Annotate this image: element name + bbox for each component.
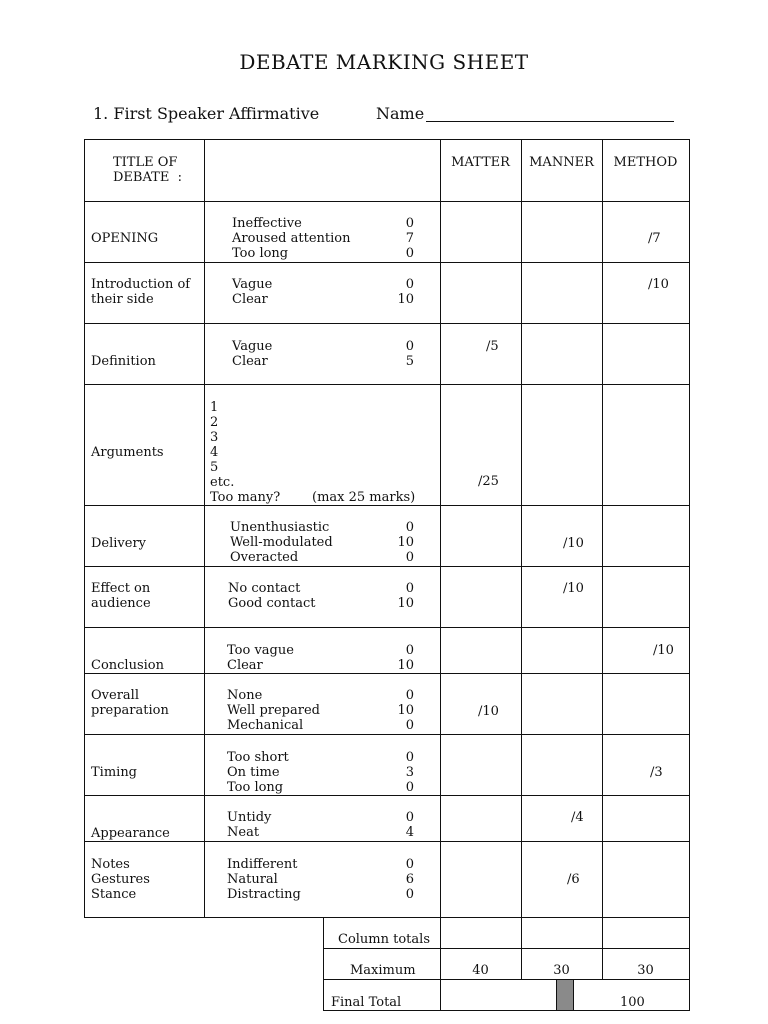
title-of-debate-field[interactable] — [208, 145, 436, 195]
table-rule — [84, 566, 690, 567]
table-rule — [323, 917, 690, 918]
table-rule — [84, 505, 690, 506]
table-rule — [84, 384, 690, 385]
table-rule — [323, 917, 324, 979]
argument-item: 3 — [210, 430, 219, 445]
criterion-option: Vague — [232, 339, 273, 354]
mark-matter: /5 — [486, 339, 499, 354]
mark-matter: /10 — [478, 704, 499, 719]
table-rule — [84, 795, 690, 796]
criterion-option: Too short — [227, 750, 289, 765]
criterion-score: 0 — [405, 581, 414, 596]
max-matter: 40 — [472, 963, 489, 978]
mark-method: /10 — [648, 277, 669, 292]
table-rule — [84, 139, 690, 140]
sheet-title: DEBATE MARKING SHEET — [239, 50, 529, 74]
mark-method: /10 — [653, 643, 674, 658]
criterion-score: 0 — [405, 750, 414, 765]
criterion-score: 0 — [405, 246, 414, 261]
table-rule — [323, 948, 690, 949]
mark-manner: /10 — [563, 536, 584, 551]
criterion-option: No contact — [228, 581, 301, 596]
argument-item: etc. — [210, 475, 235, 490]
criterion-score: 0 — [405, 810, 414, 825]
table-rule — [689, 979, 690, 1010]
criterion-score: 0 — [405, 277, 414, 292]
criterion-score: 0 — [405, 688, 414, 703]
column-header-manner: MANNER — [529, 155, 594, 170]
row-label: Overall preparation — [91, 688, 169, 718]
criterion-option: Clear — [232, 354, 268, 369]
criterion-option: None — [227, 688, 263, 703]
table-rule — [84, 627, 690, 628]
criterion-option: Too long — [227, 780, 284, 795]
table-rule — [323, 979, 324, 1010]
criterion-option: Aroused attention — [232, 231, 351, 246]
criterion-score: 0 — [405, 780, 414, 795]
table-rule — [84, 841, 690, 842]
argument-item: 1 — [210, 400, 219, 415]
criterion-score: 5 — [405, 354, 414, 369]
maximum-label: Maximum — [350, 963, 416, 978]
argument-item: 2 — [210, 415, 219, 430]
criterion-option: Clear — [227, 658, 263, 673]
criterion-option: Good contact — [228, 596, 316, 611]
table-rule — [521, 139, 522, 917]
criterion-score: 3 — [405, 765, 414, 780]
criterion-option: Ineffective — [232, 216, 302, 231]
criterion-score: 6 — [405, 872, 414, 887]
column-header-matter: MATTER — [451, 155, 510, 170]
criterion-option: Neat — [227, 825, 260, 840]
criterion-option: Natural — [227, 872, 278, 887]
criterion-score: 10 — [397, 703, 414, 718]
criterion-score: 0 — [405, 216, 414, 231]
row-label: Introduction of their side — [91, 277, 191, 307]
table-rule — [323, 979, 690, 980]
criterion-score: 7 — [405, 231, 414, 246]
column-totals-label: Column totals — [338, 932, 430, 947]
row-label: Definition — [91, 354, 156, 369]
argument-item: 5 — [210, 460, 219, 475]
criterion-option: Too long — [232, 246, 289, 261]
criterion-option: Unenthusiastic — [230, 520, 330, 535]
row-label: Delivery — [91, 536, 147, 551]
criterion-option: Well-modulated — [230, 535, 333, 550]
criterion-score: 4 — [405, 825, 414, 840]
table-rule — [689, 139, 690, 917]
max-method: 30 — [637, 963, 654, 978]
criterion-option: Untidy — [227, 810, 272, 825]
column-header-method: METHOD — [613, 155, 678, 170]
max-manner: 30 — [553, 963, 570, 978]
table-rule — [440, 979, 441, 1010]
mark-manner: /4 — [571, 810, 584, 825]
table-rule — [602, 139, 603, 917]
final-total-value: 100 — [620, 995, 645, 1010]
criterion-score: 0 — [405, 339, 414, 354]
criterion-score: 0 — [405, 718, 414, 733]
criterion-score: 0 — [405, 887, 414, 902]
table-rule — [689, 917, 690, 979]
mark-method: /7 — [648, 231, 661, 246]
criterion-option: Distracting — [227, 887, 301, 902]
speaker-heading: 1. First Speaker Affirmative — [93, 104, 320, 123]
row-label: Effect on audience — [91, 581, 151, 611]
criterion-score: 0 — [405, 520, 414, 535]
criterion-score: 0 — [405, 857, 414, 872]
criterion-score: 10 — [397, 535, 414, 550]
argument-item: 4 — [210, 445, 219, 460]
criterion-option: Too vague — [227, 643, 294, 658]
shaded-cell — [556, 980, 574, 1010]
row-label: Timing — [91, 765, 138, 780]
row-label: OPENING — [91, 231, 159, 246]
mark-method: /3 — [650, 765, 663, 780]
name-label: Name — [376, 104, 425, 123]
criterion-option: Well prepared — [227, 703, 320, 718]
too-many-label: Too many? — [210, 490, 281, 505]
row-label: Notes Gestures Stance — [91, 857, 150, 902]
final-total-label: Final Total — [331, 995, 402, 1010]
criterion-option: Overacted — [230, 550, 299, 565]
criterion-score: 10 — [397, 292, 414, 307]
table-rule — [84, 201, 690, 202]
table-rule — [440, 139, 441, 917]
criterion-option: Vague — [232, 277, 273, 292]
mark-manner: /6 — [567, 872, 580, 887]
row-label: Conclusion — [91, 658, 164, 673]
criterion-option: On time — [227, 765, 280, 780]
criterion-option: Mechanical — [227, 718, 304, 733]
row-label: Arguments — [91, 445, 164, 460]
table-rule — [84, 262, 690, 263]
table-rule — [84, 734, 690, 735]
table-rule — [204, 139, 205, 917]
table-rule — [323, 1010, 690, 1011]
criterion-score: 10 — [397, 596, 414, 611]
table-rule — [84, 673, 690, 674]
criterion-option: Indifferent — [227, 857, 298, 872]
table-rule — [84, 139, 85, 917]
max-marks-note: (max 25 marks) — [312, 490, 416, 505]
mark-manner: /10 — [563, 581, 584, 596]
title-of-debate-label: TITLE OF DEBATE : — [113, 155, 182, 185]
criterion-score: 0 — [405, 550, 414, 565]
table-rule — [84, 323, 690, 324]
criterion-score: 0 — [405, 643, 414, 658]
mark-matter: /25 — [478, 474, 499, 489]
row-label: Appearance — [91, 826, 170, 841]
criterion-score: 10 — [397, 658, 414, 673]
criterion-option: Clear — [232, 292, 268, 307]
